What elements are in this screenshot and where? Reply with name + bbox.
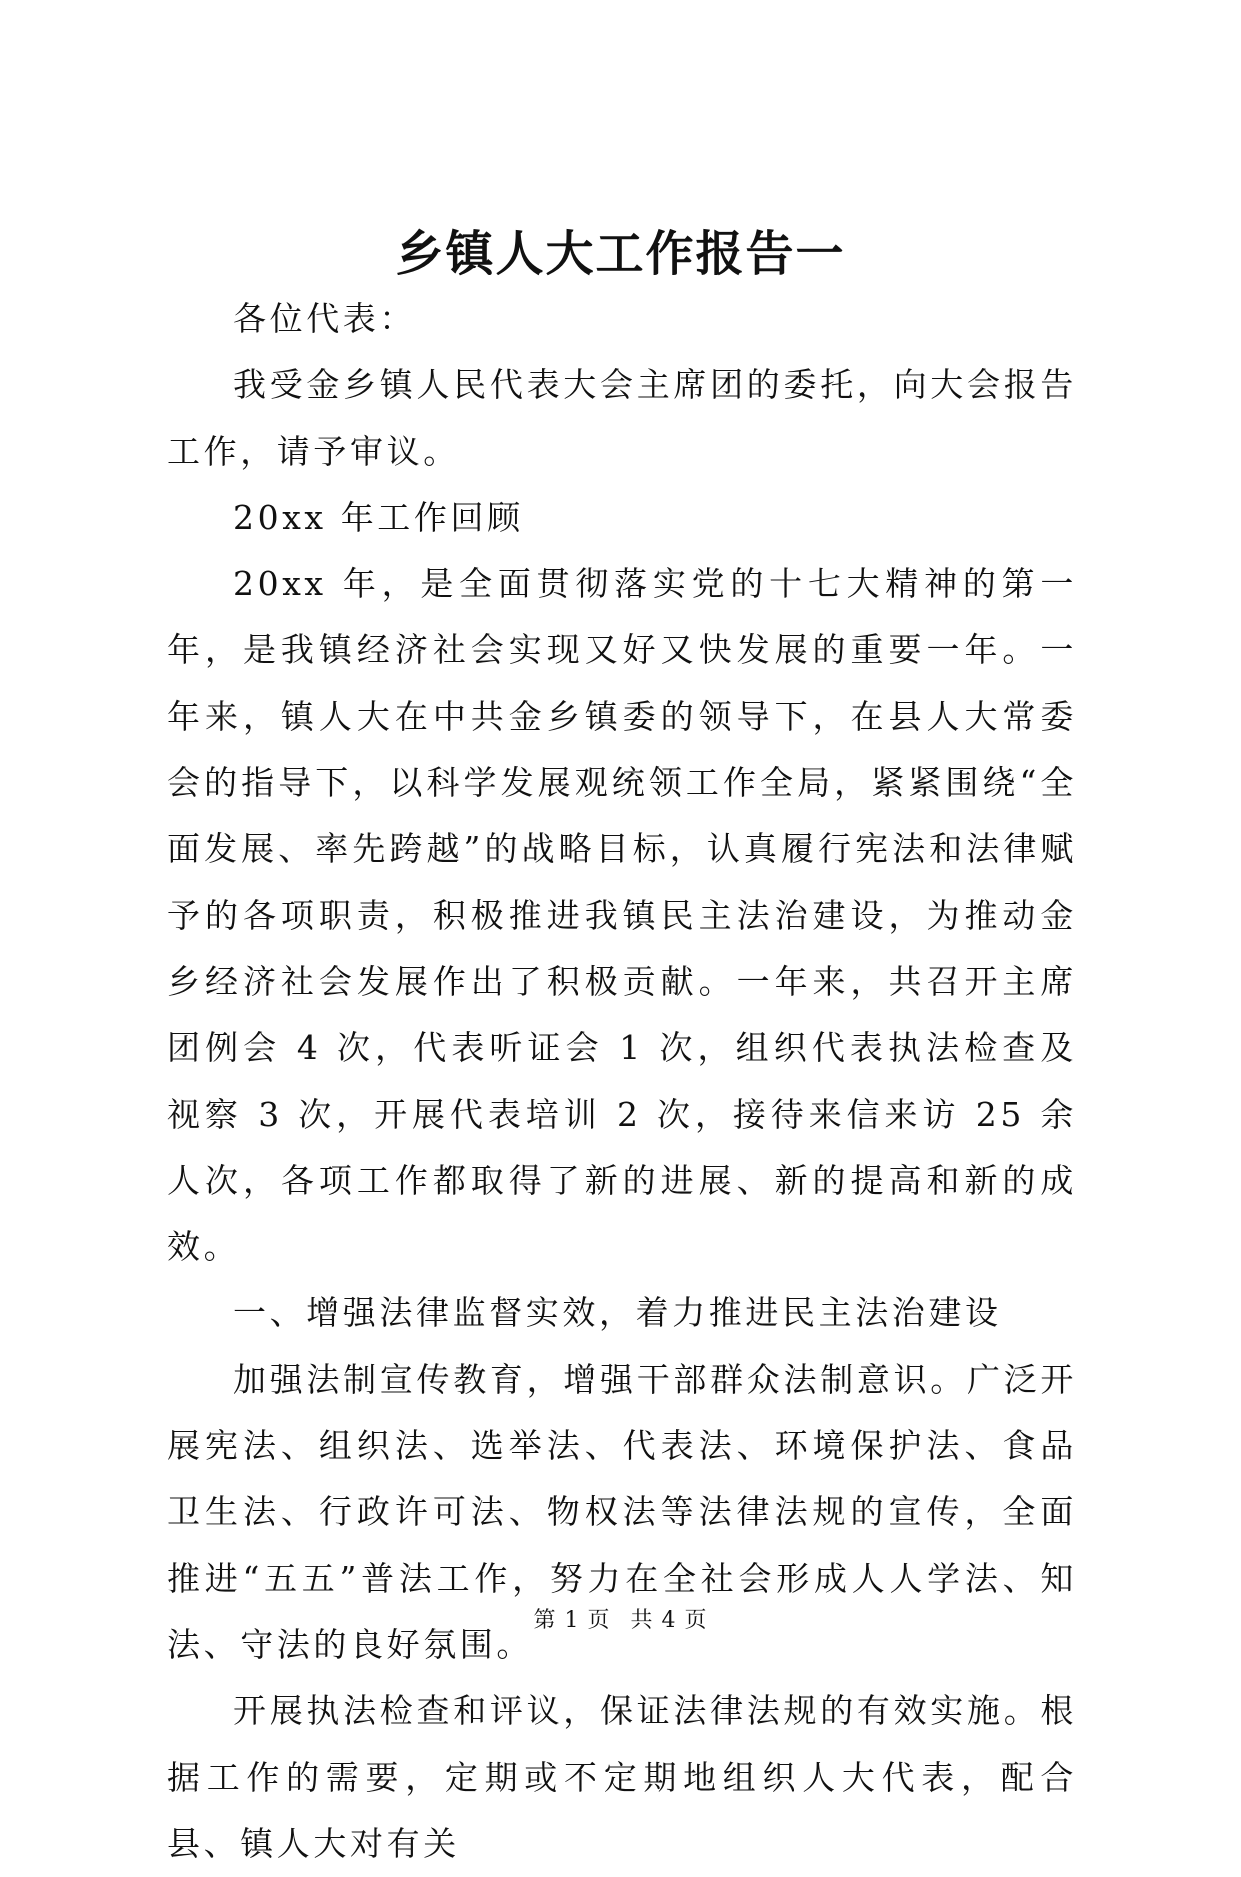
page-number: 第 1 页 bbox=[533, 1608, 611, 1633]
law-enforcement-paragraph: 开展执法检查和评议，保证法律法规的有效实施。根据工作的需要，定期或不定期地组织人大代表，配合县、镇人大对有关 bbox=[167, 1691, 1077, 1863]
salutation-paragraph: 各位代表： bbox=[233, 299, 416, 338]
document-body bbox=[167, 286, 1077, 1877]
review-paragraph: 20xx 年，是全面贯彻落实党的十七大精神的第一年，是我镇经济社会实现又好又快发展的重要一年。一年来，镇人大在中共金乡镇委的领导下，在县人大常委会的指导下，以科学发展观统领工作全局，紧紧围绕“全面发展、率先跨越”的战略目标，认真履行宪法和法律赋予的各项职责，积极推进我镇民主法治建设，为推动金乡经济社会发展作出了积极贡献。一年来，共召开主席团例会 4 次，代表听证会 1 次，组织代表执法检查及视察 3 次，开展代表培训 2 次，接待来信来访 25 余人次，各项工作都取得了新的进展、新的提高和新的成效。 bbox=[167, 564, 1077, 1267]
legal-education-paragraph: 加强法制宣传教育，增强干部群众法制意识。广泛开展宪法、组织法、选举法、代表法、环境保护法、食品卫生法、行政许可法、物权法等法律法规的宣传，全面推进“五五”普法工作，努力在全社会形成人人学法、知法、守法的良好氛围。 bbox=[167, 1359, 1077, 1664]
page-count: 共 4 页 bbox=[630, 1608, 708, 1633]
document-title: 乡镇人大工作报告一 bbox=[395, 226, 846, 282]
opening-paragraph: 我受金乡镇人民代表大会主席团的委托，向大会报告工作，请予审议。 bbox=[167, 365, 1077, 471]
section-heading-review: 20xx 年工作回顾 bbox=[233, 497, 524, 537]
page-footer bbox=[0, 1606, 1241, 1636]
section-heading-legal-supervision: 一、增强法律监督实效，着力推进民主法治建设 bbox=[233, 1293, 1002, 1333]
